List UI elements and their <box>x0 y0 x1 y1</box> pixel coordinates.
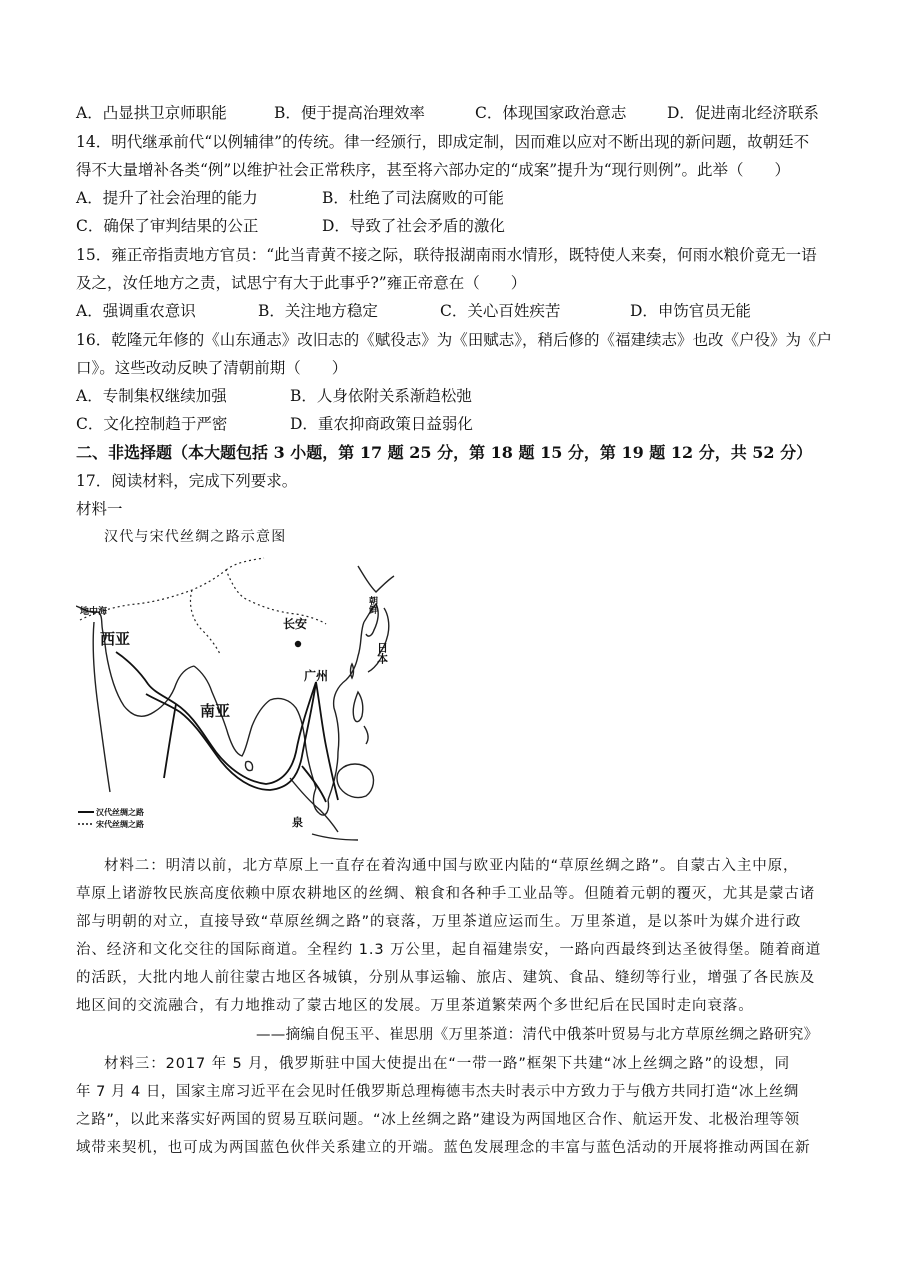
south-asia-label: 南亚 <box>200 702 231 720</box>
q14-stem-line-1: 14．明代继承前代“以例辅律”的传统。律一经颁行，即成定制，因而难以应对不断出现的新问题，故朝廷不 <box>76 133 810 151</box>
mediterranean-label: 地中海 <box>80 607 108 617</box>
map-title: 汉代与宋代丝绸之路示意图 <box>104 529 287 545</box>
material2-line-3: 部与明朝的对立，直接导致“草原丝绸之路”的衰落，万里茶道应运而生。万里茶道，是以茶叶为媒介进行政 <box>76 914 802 930</box>
q16-option-a: A．专制集权继续加强 <box>76 387 227 405</box>
legend-han: 汉代丝绸之路 <box>96 808 144 817</box>
q15-option-b: B．关注地方稳定 <box>258 302 378 320</box>
q17-intro: 17．阅读材料，完成下列要求。 <box>76 472 298 490</box>
han-land-route <box>80 570 326 624</box>
guangzhou-label: 广州 <box>304 669 329 683</box>
changan-label: 长安 <box>283 617 308 631</box>
q13-option-d: D．促进南北经济联系 <box>667 104 819 122</box>
q13-option-a: A．凸显拱卫京师职能 <box>76 104 227 122</box>
section-heading: 二、非选择题（本大题包括 3 小题，第 17 题 25 分，第 18 题 15 分，第 19 题 12 分，共 52 分） <box>76 443 813 462</box>
q13-option-b: B．便于提高治理效率 <box>274 104 425 122</box>
material2-source: ——摘编自倪玉平、崔思朋《万里茶道：清代中俄茶叶贸易与北方草原丝绸之路研究》 <box>256 1027 819 1043</box>
material2-line-4: 治、经济和文化交往的国际商道。全程约 1.3 万公里，起自福建崇安，一路向西最终到达圣彼得堡。随着商道 <box>76 942 822 958</box>
material1-label: 材料一 <box>76 500 123 518</box>
q15-stem-line-1: 15．雍正帝指责地方官员：“此当青黄不接之际，联待报湖南雨水情形，既特使人来奏，何雨水粮价竟无一语 <box>76 246 817 264</box>
material3-line-2: 年 7 月 4 日，国家主席习近平在会见时任俄罗斯总理梅德韦杰夫时表示中方致力于与俄方共同打造“冰上丝绸 <box>76 1084 799 1100</box>
map-legend <box>78 807 144 829</box>
q14-option-a: A．提升了社会治理的能力 <box>76 189 258 207</box>
han-land-route-branch <box>190 590 220 654</box>
q15-stem-line-2: 及之，汝任地方之责，试思宁有大于此事乎?”雍正帝意在（ ） <box>76 274 527 292</box>
han-land-route-north <box>226 558 264 570</box>
q15-option-a: A．强调重农意识 <box>76 302 196 320</box>
material2-line-5: 的活跃，大批内地人前往蒙古地区各城镇，分别从事运输、旅店、建筑、食品、缝纫等行业，增强了各民族及 <box>76 970 816 986</box>
q14-option-d: D．导致了社会矛盾的激化 <box>322 217 505 235</box>
map-coastlines <box>76 566 394 840</box>
q16-stem-line-1: 16．乾隆元年修的《山东通志》改旧志的《赋役志》为《田赋志》，稍后修的《福建续志》也改《户役》为《户 <box>76 331 832 349</box>
q16-option-c: C．文化控制趋于严密 <box>76 415 228 433</box>
material3-line-3: 之路”，以此来落实好两国的贸易互联问题。“冰上丝绸之路”建设为两国地区合作、航运开发、北极治理等领 <box>76 1112 800 1128</box>
q16-stem-line-2: 口》。这些改动反映了清朝前期（ ） <box>76 359 348 377</box>
q16-option-d: D．重农抑商政策日益弱化 <box>290 415 473 433</box>
material3-line-1: 材料三：2017 年 5 月，俄罗斯驻中国大使提出在“一带一路”框架下共建“冰上丝绸之路”的设想，同 <box>104 1056 790 1072</box>
material3-line-4: 域带来契机，也可成为两国蓝色伙伴关系建立的开端。蓝色发展理念的丰富与蓝色活动的开展将推动两国在新 <box>76 1140 811 1156</box>
q13-option-c: C．体现国家政治意志 <box>475 104 627 122</box>
q14-stem-line-2: 得不大量增补各类“例”以维护社会正常秩序，甚至将六部办定的“成案”提升为“现行则例”。此举（ ） <box>76 161 791 179</box>
q14-option-b: B．杜绝了司法腐败的可能 <box>322 189 504 207</box>
q14-option-c: C．确保了审判结果的公正 <box>76 217 259 235</box>
q15-option-d: D．申饬官员无能 <box>630 302 751 320</box>
material2-line-6: 地区间的交流融合，有力地推动了蒙古地区的发展。万里茶道繁荣两个多世纪后在民国时走向衰落。 <box>76 998 754 1014</box>
q15-option-c: C．关心百姓疾苦 <box>440 302 561 320</box>
quanzhou-label: 泉 <box>292 816 303 829</box>
legend-song: 宋代丝绸之路 <box>96 820 144 829</box>
japan-label: 日本 <box>375 642 389 664</box>
west-asia-label: 西亚 <box>100 630 131 648</box>
korea-label: 朝鲜 <box>367 596 377 614</box>
q16-option-b: B．人身依附关系渐趋松弛 <box>290 387 472 405</box>
material2-line-2: 草原上诸游牧民族高度依赖中原农耕地区的丝绸、粮食和各种手工业品等。但随着元朝的覆灭，尤其是蒙古诸 <box>76 886 816 902</box>
silk-road-map <box>76 556 396 846</box>
material2-line-1: 材料二：明清以前，北方草原上一直存在着沟通中国与欧亚内陆的“草原丝绸之路”。自蒙古入主中原， <box>104 858 799 874</box>
changan-marker <box>295 641 301 647</box>
